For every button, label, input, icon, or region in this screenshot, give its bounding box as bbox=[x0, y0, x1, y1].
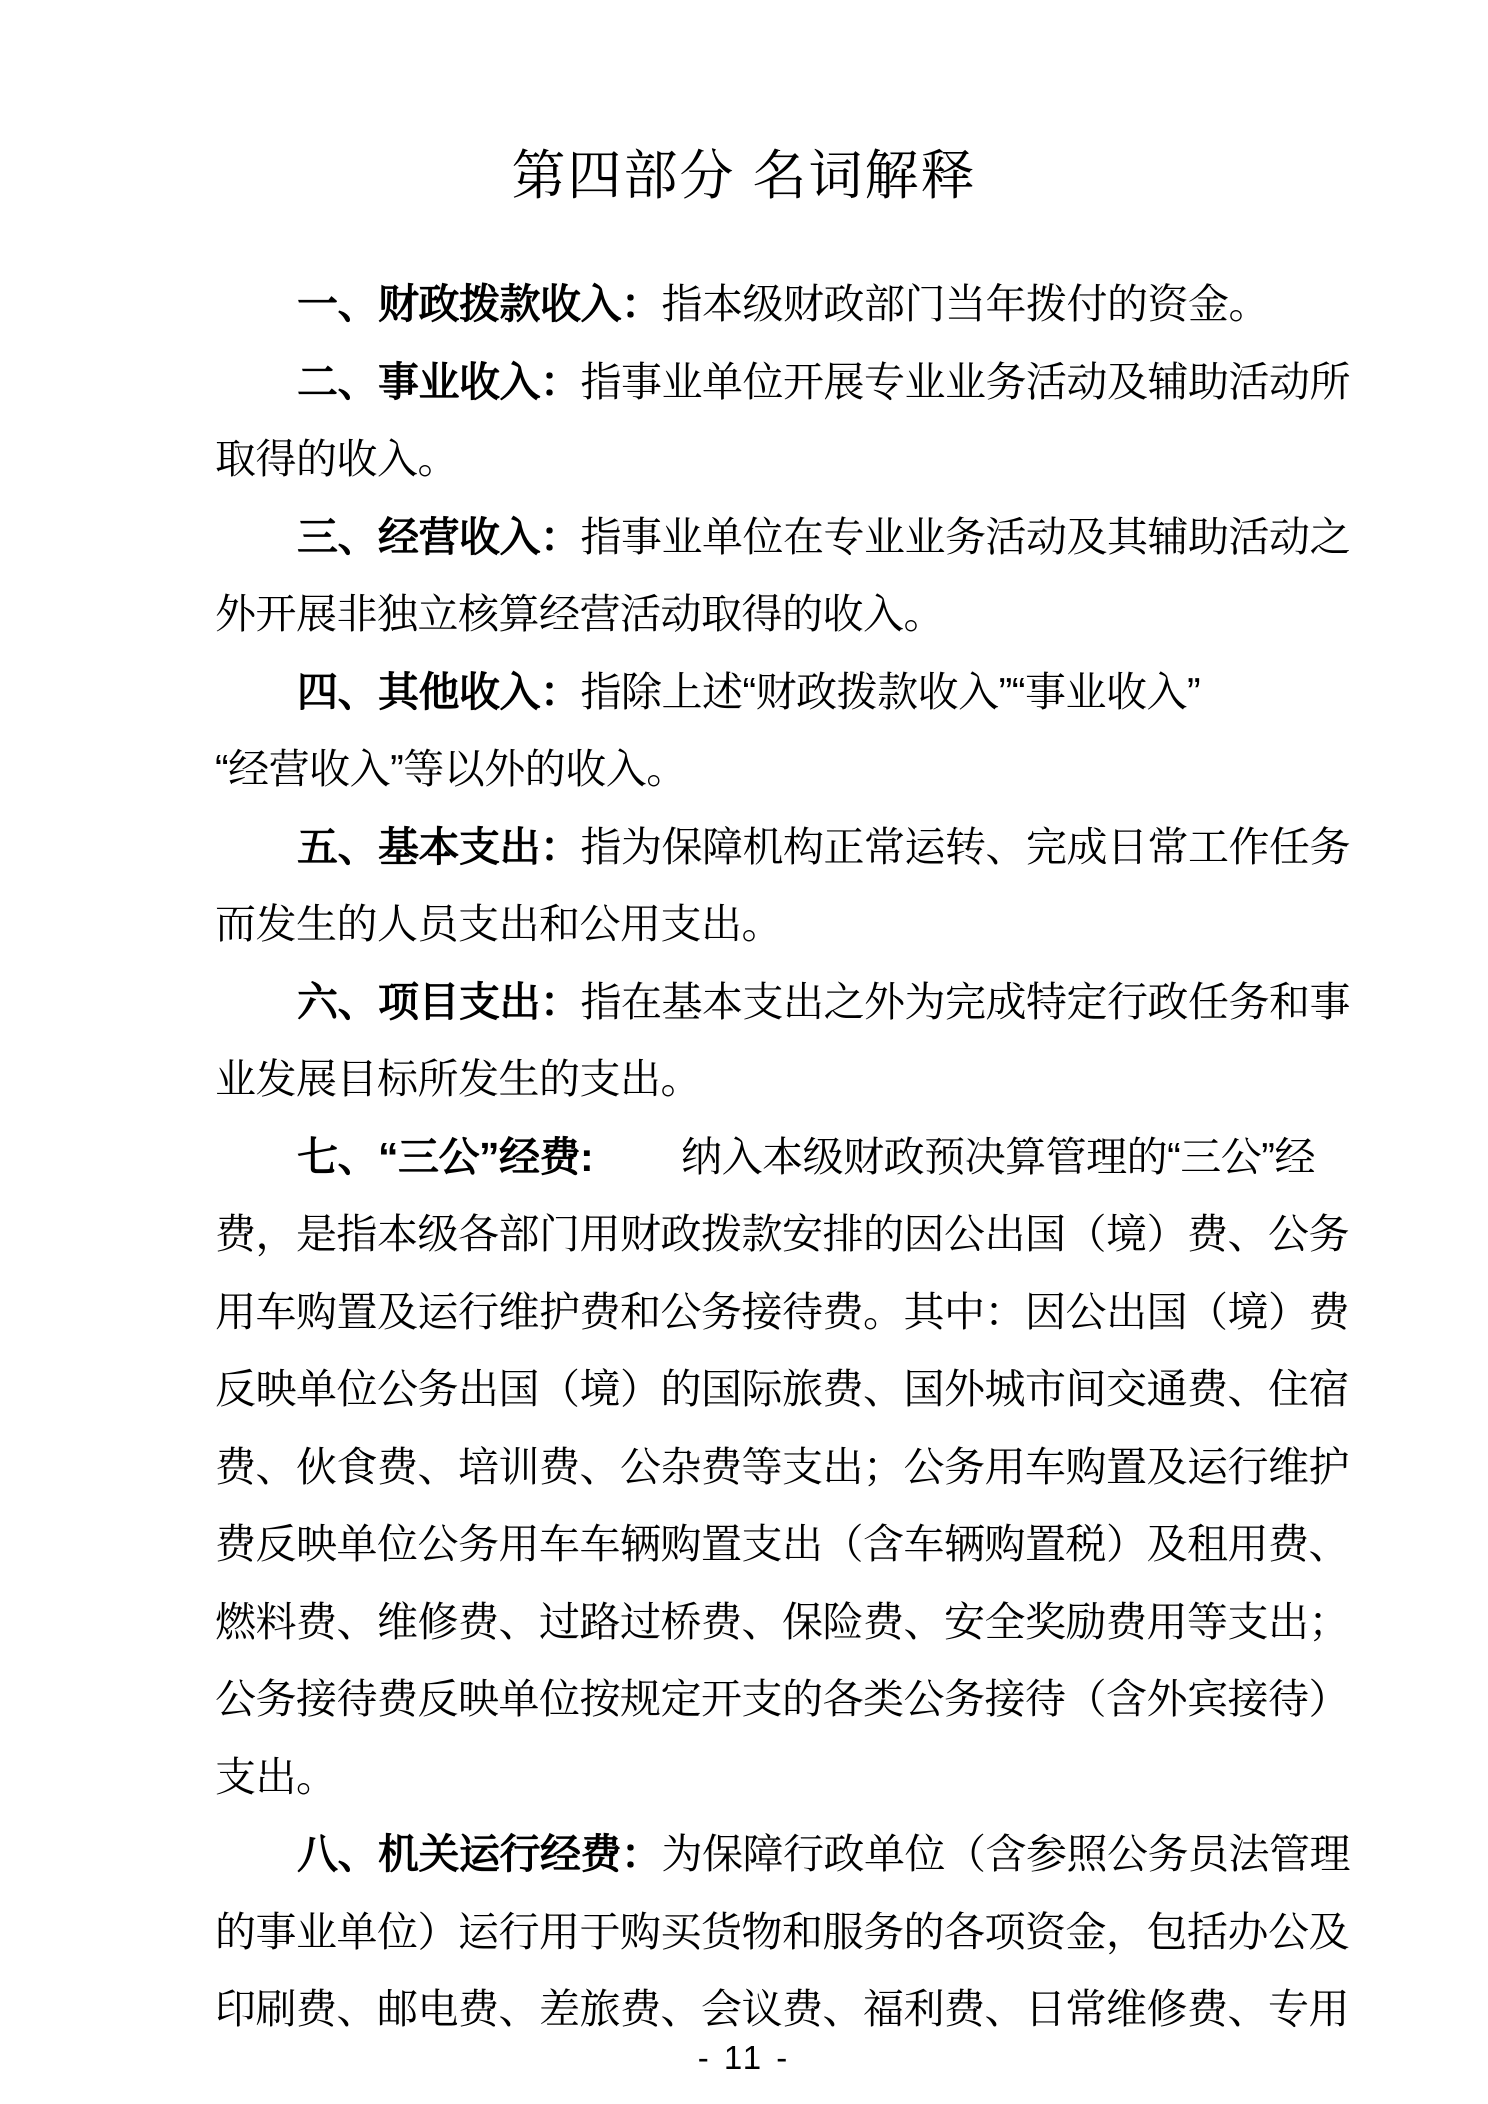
definition-paragraph bbox=[215, 654, 1285, 809]
body-line bbox=[215, 1816, 1350, 1894]
definition-text: 指在基本支出之外为完成特定行政任务和事 bbox=[580, 978, 1350, 1025]
page-number: - 11 - bbox=[697, 2039, 791, 2076]
definition-text: 公务接待费反映单位按规定开支的各类公务接待（含外宾接待） bbox=[215, 1676, 1349, 1722]
term-label: 八、机关运行经费： bbox=[297, 1831, 662, 1877]
definition-text: 指事业单位开展专业业务活动及辅助活动所 bbox=[580, 358, 1350, 405]
definition-text: 外开展非独立核算经营活动取得的收入。 bbox=[215, 591, 944, 637]
definition-text: 指本级财政部门当年拨付的资金。 bbox=[661, 281, 1269, 327]
definition-text: 业发展目标所发生的支出。 bbox=[215, 1056, 701, 1102]
definition-paragraph bbox=[215, 964, 1350, 1119]
definition-text: 的事业单位）运行用于购买货物和服务的各项资金，包括办公及 bbox=[215, 1908, 1349, 1955]
body-line bbox=[215, 499, 1350, 577]
body-line bbox=[215, 344, 1350, 422]
body-line bbox=[215, 1119, 1315, 1197]
definition-text: 指事业单位在专业业务活动及其辅助活动之 bbox=[580, 513, 1350, 560]
body-line bbox=[215, 1894, 1349, 1972]
definition-text: 反映单位公务出国（境）的国际旅费、国外城市间交通费、住宿 bbox=[215, 1366, 1349, 1412]
definition-paragraph bbox=[215, 1816, 1350, 2049]
definition-paragraph bbox=[215, 344, 1350, 499]
body-line bbox=[215, 421, 1285, 499]
body-line bbox=[215, 266, 1285, 344]
definition-text: 费、伙食费、培训费、公杂费等支出；公务用车购置及运行维护 bbox=[215, 1443, 1349, 1490]
body-line bbox=[215, 731, 1285, 809]
body-line bbox=[215, 1739, 1285, 1817]
body-line bbox=[215, 1661, 1349, 1739]
body-line bbox=[215, 1506, 1349, 1584]
term-label: 四、其他收入： bbox=[297, 668, 581, 715]
definition-text: 燃料费、维修费、过路过桥费、保险费、安全奖励费用等支出； bbox=[215, 1598, 1349, 1645]
definition-paragraph bbox=[215, 499, 1350, 654]
body-line bbox=[215, 1429, 1349, 1507]
definition-text: 费反映单位公务用车车辆购置支出（含车辆购置税）及租用费、 bbox=[215, 1521, 1349, 1567]
definition-text: 纳入本级财政预决算管理的“三公”经 bbox=[681, 1133, 1315, 1180]
definition-text: 费，是指本级各部门用财政拨款安排的因公出国（境）费、公务 bbox=[215, 1211, 1349, 1257]
body-line bbox=[215, 1351, 1349, 1429]
definition-paragraph bbox=[215, 266, 1285, 344]
definition-text: 支出。 bbox=[215, 1753, 337, 1800]
body-line bbox=[215, 1041, 1285, 1119]
term-label: 三、经营收入： bbox=[297, 513, 581, 560]
definition-text: 印刷费、邮电费、差旅费、会议费、福利费、日常维修费、专用 bbox=[215, 1986, 1349, 2032]
body-line bbox=[215, 964, 1350, 1042]
definition-text: 指为保障机构正常运转、完成日常工作任务 bbox=[580, 823, 1350, 870]
definition-paragraph bbox=[215, 1119, 1349, 1817]
body-line bbox=[215, 576, 1285, 654]
definition-text: 为保障行政单位（含参照公务员法管理 bbox=[661, 1831, 1350, 1877]
term-label: 七、“三公”经费: bbox=[297, 1133, 594, 1180]
body-line bbox=[215, 886, 1285, 964]
definition-paragraph bbox=[215, 809, 1350, 964]
body-line bbox=[215, 1274, 1349, 1352]
body-text bbox=[215, 266, 1350, 2049]
definition-text: 取得的收入。 bbox=[215, 436, 458, 482]
body-line bbox=[215, 1971, 1349, 2049]
body-line bbox=[215, 654, 1285, 732]
definition-text: “经营收入”等以外的收入。 bbox=[215, 746, 687, 792]
definition-text: 指除上述“财政拨款收入”“事业收入” bbox=[580, 668, 1201, 715]
term-label: 一、财政拨款收入： bbox=[297, 281, 662, 327]
term-label: 六、项目支出： bbox=[297, 978, 581, 1025]
term-label: 五、基本支出： bbox=[297, 823, 581, 870]
body-line bbox=[215, 809, 1350, 887]
page-title: 第四部分 名词解释 bbox=[511, 146, 977, 206]
term-label: 二、事业收入： bbox=[297, 358, 581, 405]
definition-text: 用车购置及运行维护费和公务接待费。其中：因公出国（境）费 bbox=[215, 1288, 1349, 1335]
definition-text: 而发生的人员支出和公用支出。 bbox=[215, 901, 782, 947]
body-line bbox=[215, 1196, 1349, 1274]
body-line bbox=[215, 1584, 1349, 1662]
